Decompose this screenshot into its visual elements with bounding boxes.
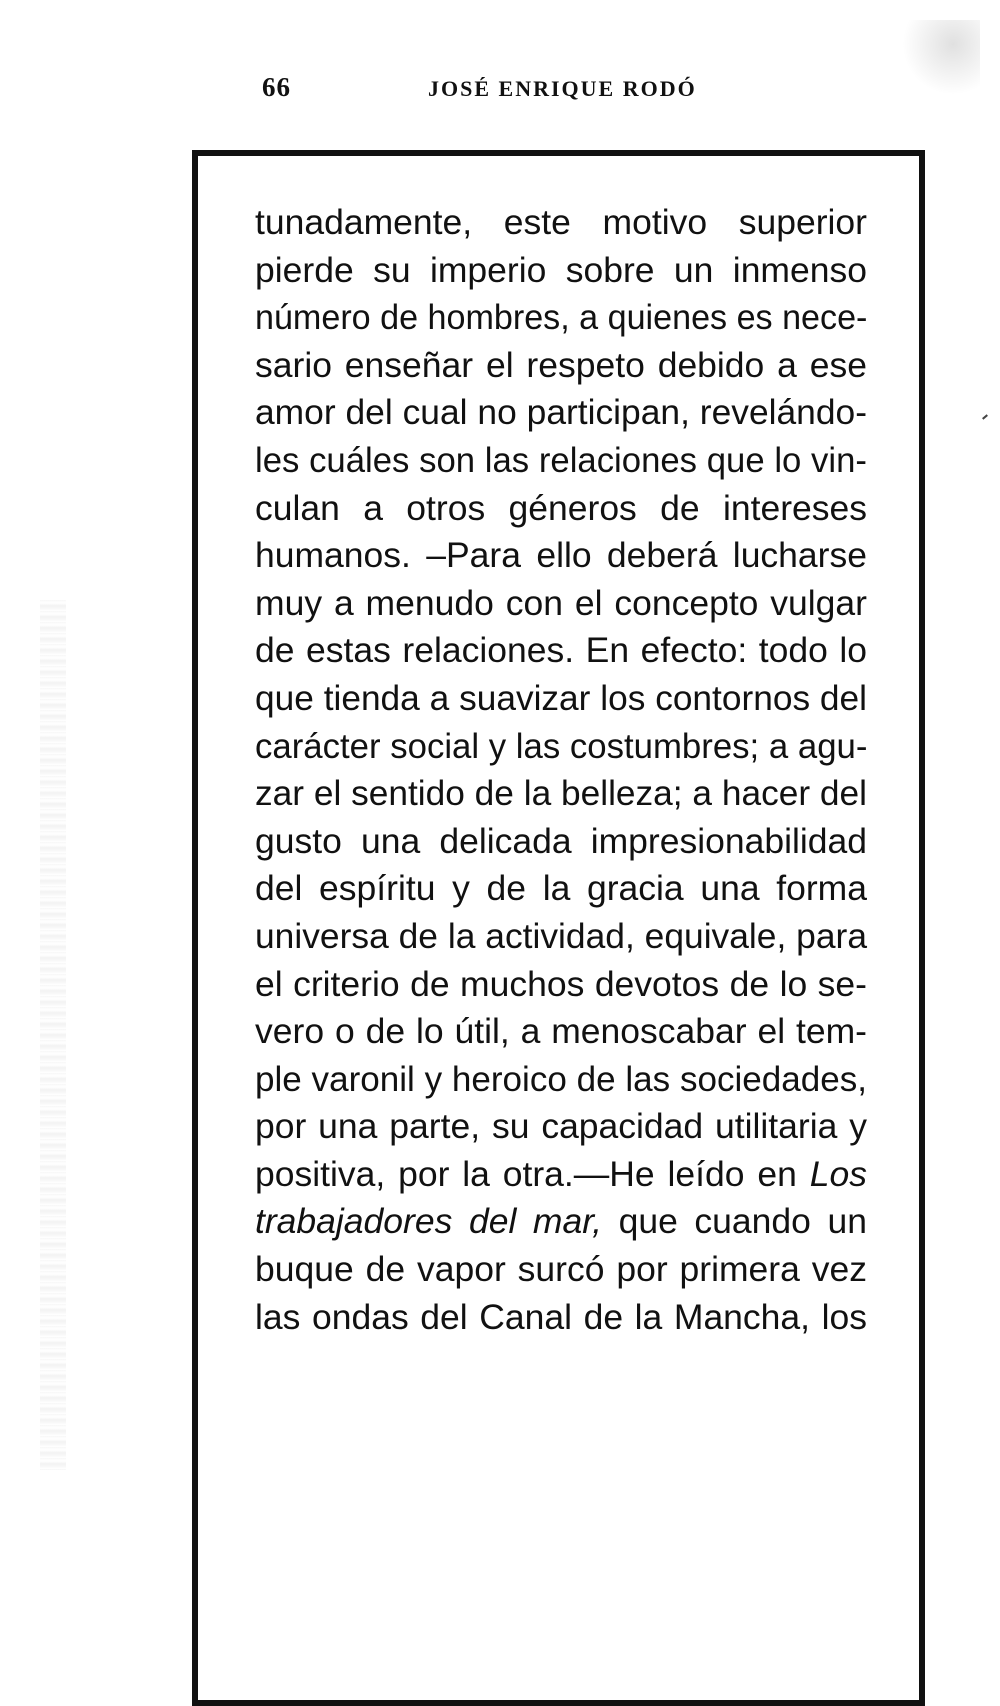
text-line: el criterio de muchos devotos de lo se- <box>255 963 867 1004</box>
text-line: culan a otros géneros de intereses <box>255 487 867 528</box>
text-line: humanos. –Para ello deberá lucharse <box>255 535 867 576</box>
text-line: ple varonil y heroico de las sociedades, <box>255 1058 867 1099</box>
text-line: zar el sentido de la belleza; a hacer del <box>255 773 867 814</box>
scan-noise <box>890 20 980 100</box>
book-title-italic: Los <box>809 1153 867 1194</box>
text-line: les cuáles son las relaciones que lo vin- <box>255 439 867 480</box>
text-line: pierde su imperio sobre un inmenso <box>255 249 867 290</box>
text-line: amor del cual no participan, revelándo- <box>255 392 867 433</box>
text-line: universa de la actividad, equivale, para <box>255 915 867 956</box>
text-line: que tienda a suavizar los contornos del <box>255 677 867 718</box>
page-number: 66 <box>262 72 291 102</box>
scan-margin-speckle <box>40 600 66 1470</box>
margin-mark <box>982 414 988 419</box>
text-line: muy a menudo con el concepto vulgar <box>255 582 867 623</box>
text-line: número de hombres, a quienes es nece- <box>255 297 868 338</box>
body-text <box>255 199 867 1341</box>
text-segment: que cuando un <box>618 1201 867 1242</box>
text-line: vero o de lo útil, a menoscabar el tem- <box>255 1011 867 1052</box>
text-line: por una parte, su capacidad utilitaria y <box>255 1106 867 1147</box>
text-line: sario enseñar el respeto debido a ese <box>255 344 867 385</box>
text-line: gusto una delicada impresionabilidad <box>255 820 867 861</box>
page-header <box>262 72 722 112</box>
text-line: carácter social y las costumbres; a agu- <box>255 725 868 766</box>
text-line: las ondas del Canal de la Mancha, los <box>255 1296 867 1337</box>
text-line: tunadamente, este motivo superior <box>255 202 867 242</box>
running-head: JOSÉ ENRIQUE RODÓ <box>428 76 697 101</box>
text-segment: positiva, por la otra.—He leído en <box>255 1153 797 1194</box>
text-line-with-italic <box>255 1151 867 1199</box>
text-line: de estas relaciones. En efecto: todo lo <box>255 630 867 671</box>
book-title-italic: trabajadores del mar, <box>255 1201 602 1242</box>
text-line: buque de vapor surcó por primera vez <box>255 1249 867 1290</box>
text-line: del espíritu y de la gracia una forma <box>255 868 867 909</box>
text-line-with-italic <box>255 1198 867 1246</box>
